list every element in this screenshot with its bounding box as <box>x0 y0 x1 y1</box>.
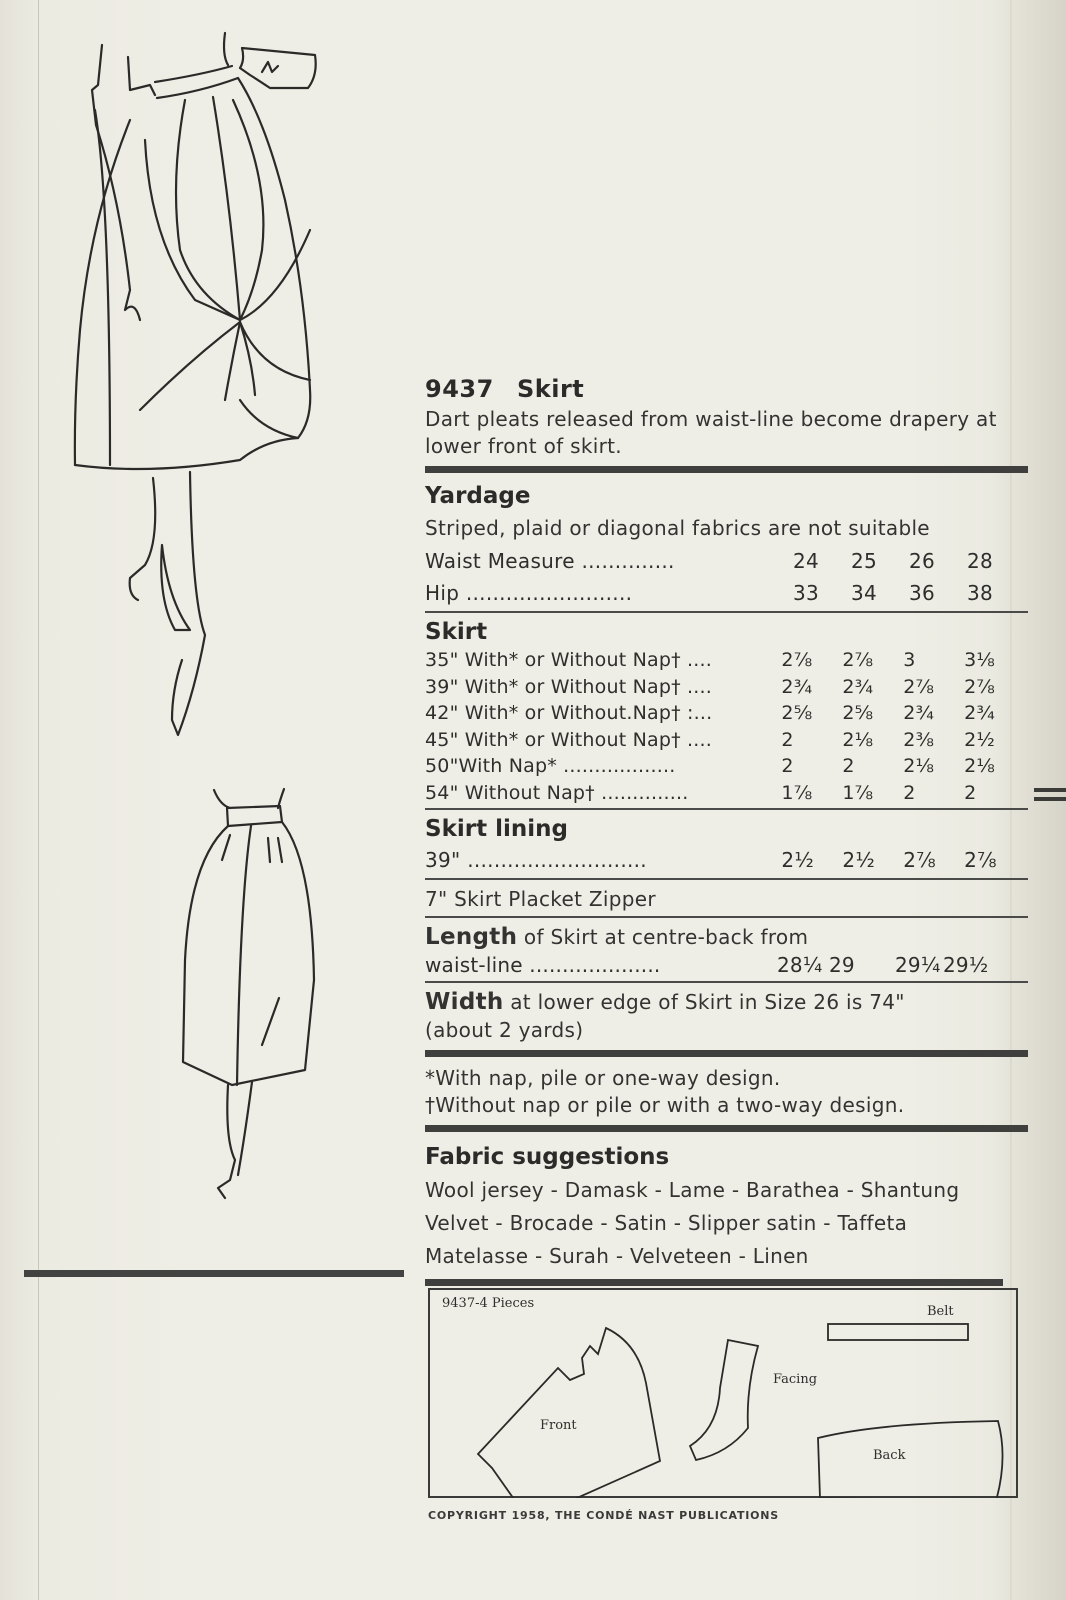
pattern-title <box>425 372 1025 406</box>
width-heading: Width <box>425 988 504 1015</box>
divider <box>425 1125 1028 1132</box>
back-view-skirt-drawing <box>183 789 314 1198</box>
pattern-number: 9437 <box>425 375 494 403</box>
skirt-heading: Skirt <box>425 619 488 645</box>
front-label: Front <box>540 1418 577 1433</box>
left-divider-bar <box>24 1270 404 1277</box>
belt-piece-shape <box>828 1324 968 1340</box>
divider <box>425 1279 1003 1286</box>
lining-row: 39" ........................... 2½ 2½ 2⅞ 2⅞ <box>425 848 997 872</box>
divider <box>425 808 1028 810</box>
length-row: waist-line .................... 28¼ 29 29¼ 29½ <box>425 953 989 977</box>
copyright-notice: COPYRIGHT 1958, THE CONDÉ NAST PUBLICATIONS <box>428 1509 780 1522</box>
front-piece-shape <box>478 1328 660 1498</box>
back-label: Back <box>873 1448 906 1463</box>
pattern-description: Dart pleats released from waist-line become drapery at lower front of skirt. <box>425 407 997 458</box>
pattern-pieces-diagram <box>428 1288 1018 1498</box>
measure-row-hip: Hip ......................... 33 34 36 38 <box>425 581 994 605</box>
pattern-name: Skirt <box>517 375 585 403</box>
divider <box>425 981 1028 983</box>
skirt-row: 39" With* or Without Nap† .... 2¾ 2¾ 2⅞ 2⅞ <box>425 675 996 698</box>
skirt-row: 45" With* or Without Nap† .... 2 2⅛ 2⅜ 2½ <box>425 728 996 751</box>
pattern-piece-shapes <box>428 1288 1018 1498</box>
width-line-2: (about 2 yards) <box>425 1017 584 1042</box>
footnote-without-nap: †Without nap or pile or with a two-way design. <box>425 1092 905 1117</box>
width-line: Width at lower edge of Skirt in Size 26 is 74" <box>425 988 905 1015</box>
pattern-info-column <box>425 372 1025 1294</box>
divider <box>425 878 1028 880</box>
back-piece-shape <box>818 1421 1003 1498</box>
yardage-note: Striped, plaid or diagonal fabrics are not suitable <box>425 516 930 540</box>
pieces-title: 9437-4 Pieces <box>442 1296 535 1311</box>
skirt-illustrations <box>0 0 420 1240</box>
edge-mark <box>1034 788 1066 792</box>
fabric-line: Velvet - Brocade - Satin - Slipper satin - Taffeta <box>425 1210 908 1235</box>
front-view-skirt-drawing <box>75 33 316 735</box>
zipper-notion: 7" Skirt Placket Zipper <box>425 887 656 911</box>
divider <box>425 916 1028 918</box>
belt-label: Belt <box>927 1304 954 1319</box>
fabric-line: Wool jersey - Damask - Lame - Barathea - Shantung <box>425 1177 960 1202</box>
yardage-heading: Yardage <box>425 483 531 509</box>
edge-mark <box>1034 797 1066 801</box>
skirt-row: 42" With* or Without.Nap† :... 2⅝ 2⅝ 2¾ 2¾ <box>425 702 996 724</box>
divider <box>425 1050 1028 1057</box>
measure-row-waist: Waist Measure .............. 24 25 26 28 <box>425 549 994 573</box>
skirt-row: 50"With Nap* .................. 2 2 2⅛ 2⅛ <box>425 755 996 777</box>
length-heading: Length <box>425 924 518 950</box>
divider <box>425 466 1028 473</box>
footnote-with-nap: *With nap, pile or one-way design. <box>425 1065 781 1090</box>
lining-heading: Skirt lining <box>425 816 568 842</box>
fabric-heading: Fabric suggestions <box>425 1143 670 1170</box>
facing-label: Facing <box>773 1372 818 1387</box>
fabric-line: Matelasse - Surah - Velveteen - Linen <box>425 1243 809 1268</box>
skirt-row: 54" Without Nap† .............. 1⅞ 1⅞ 2 2 <box>425 781 977 804</box>
facing-piece-shape <box>690 1340 758 1460</box>
length-line: Length of Skirt at centre-back from <box>425 924 809 950</box>
divider <box>425 611 1028 613</box>
skirt-row: 35" With* or Without Nap† .... 2⅞ 2⅞ 3 3⅛ <box>425 649 996 671</box>
